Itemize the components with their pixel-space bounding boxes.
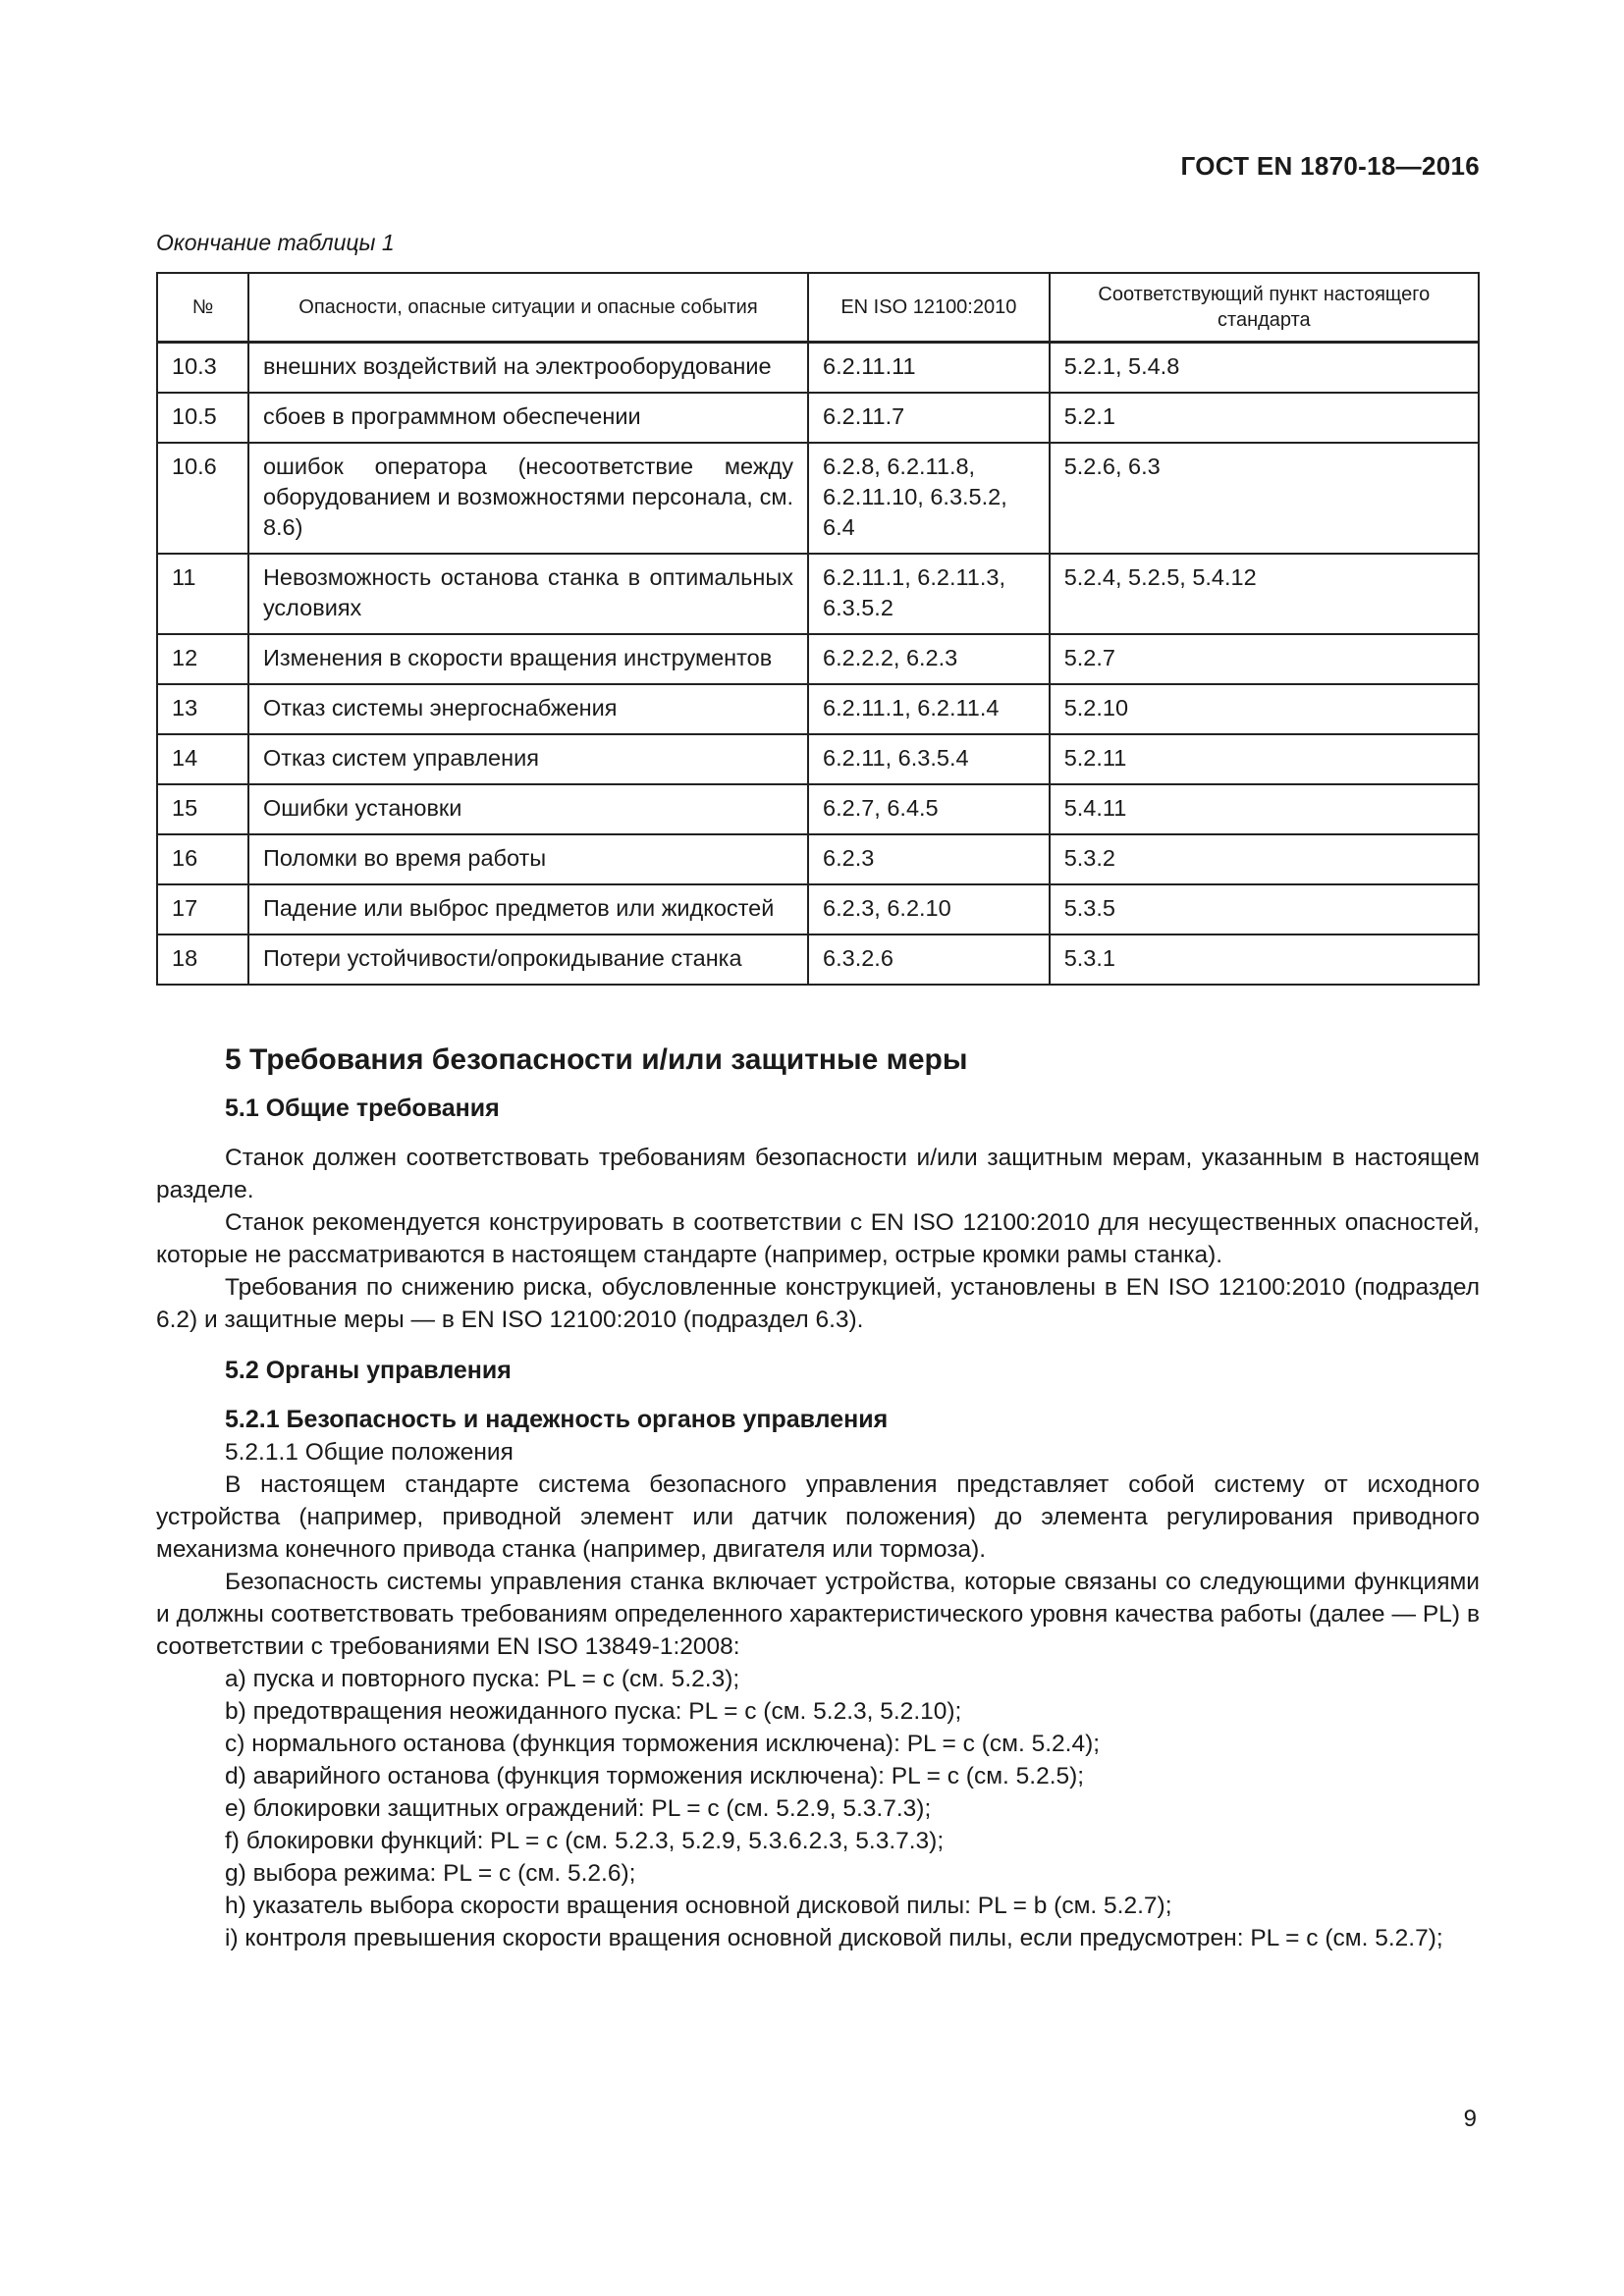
list-item: f) блокировки функций: PL = c (см. 5.2.3, 5.2.9, 5.3.6.2.3, 5.3.7.3); xyxy=(225,1828,945,1854)
cell-clause: 5.3.5 xyxy=(1050,884,1479,934)
hazards-table xyxy=(156,272,1480,986)
cell-hazard: Невозможность останова станка в оптимальных условиях xyxy=(248,554,808,634)
cell-clause: 5.3.2 xyxy=(1050,834,1479,884)
cell-hazard: Ошибки установки xyxy=(248,784,808,834)
table-row xyxy=(157,634,1479,684)
table-caption: Окончание таблицы 1 xyxy=(156,230,395,255)
table-row xyxy=(157,393,1479,443)
cell-hazard: Поломки во время работы xyxy=(248,834,808,884)
table-row xyxy=(157,734,1479,784)
cell-clause: 5.2.4, 5.2.5, 5.4.12 xyxy=(1050,554,1479,634)
cell-clause: 5.2.1, 5.4.8 xyxy=(1050,343,1479,394)
list-item: c) нормального останова (функция торможения исключена): PL = c (см. 5.2.4); xyxy=(225,1731,1101,1757)
cell-iso: 6.2.11.11 xyxy=(808,343,1050,394)
col-header-iso: EN ISO 12100:2010 xyxy=(808,273,1050,343)
table-row xyxy=(157,443,1479,554)
list-item: a) пуска и повторного пуска: PL = c (см. 5.2.3); xyxy=(225,1666,740,1692)
cell-hazard: Падение или выброс предметов или жидкостей xyxy=(248,884,808,934)
cell-hazard: внешних воздействий на электрооборудование xyxy=(248,343,808,394)
cell-hazard: Потери устойчивости/опрокидывание станка xyxy=(248,934,808,985)
list-item: i) контроля превышения скорости вращения основной дисковой пилы, если предусмотрен: PL = c (см. 5.2.7); xyxy=(225,1925,1443,1951)
cell-hazard: сбоев в программном обеспечении xyxy=(248,393,808,443)
cell-clause: 5.2.7 xyxy=(1050,634,1479,684)
table-row xyxy=(157,884,1479,934)
section-5-2-1-title: 5.2.1 Безопасность и надежность органов управления xyxy=(225,1406,889,1433)
subsection-5-2-1-1-title: 5.2.1.1 Общие положения xyxy=(225,1439,514,1466)
cell-iso: 6.3.2.6 xyxy=(808,934,1050,985)
page-number: 9 xyxy=(1463,2106,1477,2132)
col-header-clause: Соответствующий пункт настоящего стандарта xyxy=(1050,273,1479,343)
section-5 xyxy=(156,1041,1480,1954)
cell-clause: 5.3.1 xyxy=(1050,934,1479,985)
paragraph: Станок должен соответствовать требованиям безопасности и/или защитным мерам, указанным в настоящем разделе. xyxy=(156,1145,1480,1203)
cell-hazard: Изменения в скорости вращения инструментов xyxy=(248,634,808,684)
cell-iso: 6.2.11.7 xyxy=(808,393,1050,443)
section-5-1-title: 5.1 Общие требования xyxy=(225,1095,500,1122)
cell-clause: 5.2.11 xyxy=(1050,734,1479,784)
table-row xyxy=(157,834,1479,884)
cell-number: 12 xyxy=(157,634,248,684)
cell-number: 16 xyxy=(157,834,248,884)
paragraph: В настоящем стандарте система безопасного управления представляет собой систему от исходного устройства (например, приводной элемент или датчик положения) до элемента регулирования приводного механизма конечного привода станка (например, двигателя или тормоза). xyxy=(156,1471,1480,1563)
document-code: ГОСТ EN 1870-18—2016 xyxy=(1180,151,1480,181)
col-header-number: № xyxy=(157,273,248,343)
paragraph: Станок рекомендуется конструировать в соответствии с EN ISO 12100:2010 для несущественных опасностей, которые не рассматриваются в настоящем стандарте (например, острые кромки рамы станка). xyxy=(156,1209,1480,1268)
cell-hazard: Отказ системы энергоснабжения xyxy=(248,684,808,734)
list-item: h) указатель выбора скорости вращения основной дисковой пилы: PL = b (см. 5.2.7); xyxy=(225,1893,1172,1919)
cell-clause: 5.2.10 xyxy=(1050,684,1479,734)
cell-number: 17 xyxy=(157,884,248,934)
cell-number: 10.5 xyxy=(157,393,248,443)
list-item: e) блокировки защитных ограждений: PL = c (см. 5.2.9, 5.3.7.3); xyxy=(225,1795,932,1822)
cell-hazard: ошибок оператора (несоответствие между оборудованием и возможностями персонала, см. 8.6) xyxy=(248,443,808,554)
cell-clause: 5.2.6, 6.3 xyxy=(1050,443,1479,554)
section-5-title: 5 Требования безопасности и/или защитные меры xyxy=(225,1043,968,1076)
cell-number: 10.3 xyxy=(157,343,248,394)
table-row xyxy=(157,934,1479,985)
cell-iso: 6.2.3 xyxy=(808,834,1050,884)
cell-number: 13 xyxy=(157,684,248,734)
cell-number: 10.6 xyxy=(157,443,248,554)
table-header-row xyxy=(157,273,1479,343)
cell-number: 14 xyxy=(157,734,248,784)
paragraph: Безопасность системы управления станка включает устройства, которые связаны со следующими функциями и должны соответствовать требованиям определенного характеристического уровня качества работы (далее — PL) в соответствии с требованиями EN ISO 13849-1:2008: xyxy=(156,1569,1480,1660)
table-row xyxy=(157,343,1479,394)
table-row xyxy=(157,554,1479,634)
cell-iso: 6.2.3, 6.2.10 xyxy=(808,884,1050,934)
list-item: g) выбора режима: PL = c (см. 5.2.6); xyxy=(225,1860,636,1887)
cell-number: 15 xyxy=(157,784,248,834)
table-row xyxy=(157,784,1479,834)
list-item: b) предотвращения неожиданного пуска: PL = c (см. 5.2.3, 5.2.10); xyxy=(225,1698,962,1725)
cell-iso: 6.2.2.2, 6.2.3 xyxy=(808,634,1050,684)
cell-number: 11 xyxy=(157,554,248,634)
section-5-2-title: 5.2 Органы управления xyxy=(225,1357,512,1384)
cell-iso: 6.2.8, 6.2.11.8, 6.2.11.10, 6.3.5.2, 6.4 xyxy=(808,443,1050,554)
col-header-hazards: Опасности, опасные ситуации и опасные события xyxy=(248,273,808,343)
cell-iso: 6.2.11, 6.3.5.4 xyxy=(808,734,1050,784)
paragraph: Требования по снижению риска, обусловленные конструкцией, установлены в EN ISO 12100:2010 (подраздел 6.2) и защитные меры — в EN ISO 12100:2010 (подраздел 6.3). xyxy=(156,1274,1480,1333)
cell-iso: 6.2.7, 6.4.5 xyxy=(808,784,1050,834)
cell-clause: 5.4.11 xyxy=(1050,784,1479,834)
cell-clause: 5.2.1 xyxy=(1050,393,1479,443)
cell-iso: 6.2.11.1, 6.2.11.3, 6.3.5.2 xyxy=(808,554,1050,634)
list-item: d) аварийного останова (функция торможения исключена): PL = c (см. 5.2.5); xyxy=(225,1763,1085,1789)
cell-iso: 6.2.11.1, 6.2.11.4 xyxy=(808,684,1050,734)
table-row xyxy=(157,684,1479,734)
cell-number: 18 xyxy=(157,934,248,985)
cell-hazard: Отказ систем управления xyxy=(248,734,808,784)
